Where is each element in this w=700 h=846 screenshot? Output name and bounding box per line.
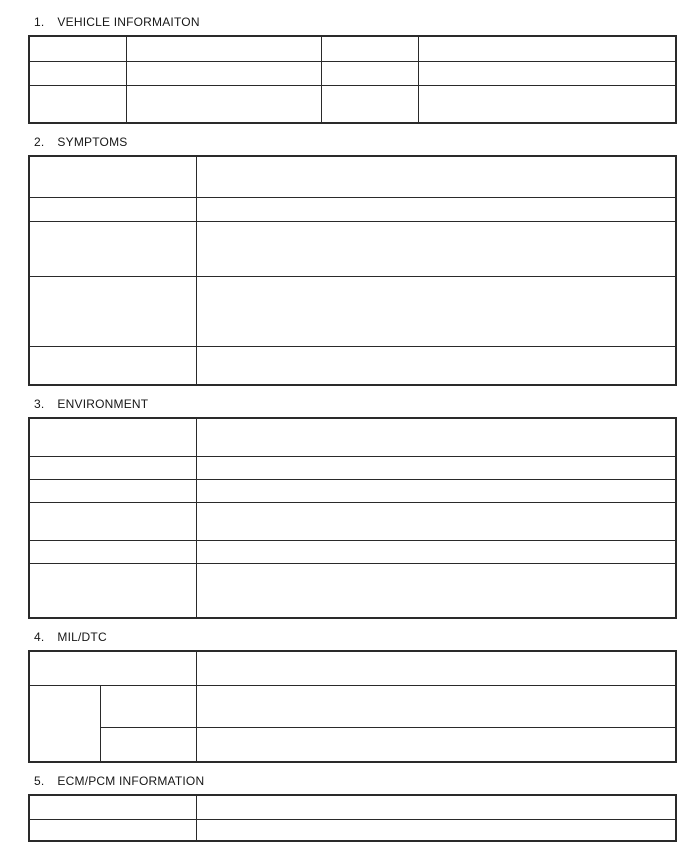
section-title: VEHICLE INFORMAITON: [57, 15, 200, 29]
section-title: ENVIRONMENT: [57, 397, 149, 411]
row-label-cell: [29, 540, 196, 563]
table-row: [29, 540, 676, 563]
row-content-cell: [321, 61, 418, 85]
row-label-cell: [100, 727, 196, 762]
section-header-environment: [28, 397, 700, 411]
mil-dtc-table: [28, 650, 677, 763]
row-label-cell: [29, 221, 196, 276]
row-content-cell: [196, 221, 676, 276]
table-row: [29, 479, 676, 502]
row-label-cell: [29, 685, 100, 762]
section-title: SYMPTOMS: [57, 135, 128, 149]
empty-value-cell[interactable]: [126, 36, 321, 61]
table-row: [29, 502, 676, 540]
row-label-cell: [29, 61, 126, 85]
row-label-cell: [29, 276, 196, 346]
row-content-cell: [196, 685, 676, 727]
vehicle-informaiton-table: [28, 35, 677, 124]
empty-value-cell[interactable]: [126, 61, 321, 85]
section-number: 1.: [34, 15, 45, 29]
row-content-cell: [196, 563, 676, 618]
row-label-cell: [29, 795, 196, 819]
row-label-cell: [29, 502, 196, 540]
section-ecm-pcm-information: [28, 774, 700, 842]
row-content-cell: [196, 346, 676, 385]
environment-table: [28, 417, 677, 619]
section-title: MIL/DTC: [57, 630, 107, 644]
table-row: [29, 276, 676, 346]
section-header-ecm-pcm-information: [28, 774, 700, 788]
table-row: [29, 418, 676, 456]
section-mil-dtc: [28, 630, 700, 763]
table-row: [29, 156, 676, 197]
row-label-cell: [29, 819, 196, 841]
section-number: 4.: [34, 630, 45, 644]
table-row: [29, 197, 676, 221]
symptoms-table: [28, 155, 677, 386]
section-symptoms: [28, 135, 700, 386]
row-content-cell: [418, 36, 676, 61]
row-label-cell: [29, 479, 196, 502]
section-title: ECM/PCM INFORMATION: [57, 774, 205, 788]
row-label-cell: [29, 651, 196, 685]
table-row: [29, 85, 676, 123]
empty-value-cell[interactable]: [196, 795, 676, 819]
table-row: [29, 61, 676, 85]
section-number: 5.: [34, 774, 45, 788]
row-content-cell: [196, 276, 676, 346]
row-label-cell: [29, 156, 196, 197]
table-row: [29, 456, 676, 479]
row-content-cell: [196, 418, 676, 456]
table-row: [29, 685, 676, 727]
section-header-symptoms: [28, 135, 700, 149]
section-environment: [28, 397, 700, 619]
row-content-cell: [196, 156, 676, 197]
row-content-cell: [196, 727, 676, 762]
table-row: [29, 727, 676, 762]
row-content-cell: [100, 685, 196, 727]
table-row: [29, 563, 676, 618]
section-vehicle-informaiton: [28, 15, 700, 124]
row-label-cell: [29, 563, 196, 618]
section-header-vehicle-informaiton: [28, 15, 700, 29]
row-content-cell: [196, 651, 676, 685]
section-header-mil-dtc: [28, 630, 700, 644]
row-content-cell: [418, 61, 676, 85]
ecm-pcm-information-table: [28, 794, 677, 842]
table-row: [29, 651, 676, 685]
row-content-cell: [126, 85, 321, 123]
row-content-cell: [196, 456, 676, 479]
row-label-cell: [29, 418, 196, 456]
row-content-cell: [418, 85, 676, 123]
row-label-cell: [29, 346, 196, 385]
row-label-cell: [29, 197, 196, 221]
table-row: [29, 36, 676, 61]
row-content-cell: [321, 36, 418, 61]
section-number: 3.: [34, 397, 45, 411]
row-content-cell: [321, 85, 418, 123]
row-content-cell: [196, 479, 676, 502]
section-number: 2.: [34, 135, 45, 149]
table-row: [29, 819, 676, 841]
table-row: [29, 221, 676, 276]
table-row: [29, 795, 676, 819]
empty-value-cell[interactable]: [196, 819, 676, 841]
row-label-cell: [29, 456, 196, 479]
row-content-cell: [196, 502, 676, 540]
table-row: [29, 346, 676, 385]
row-label-cell: [29, 36, 126, 61]
row-label-cell: [29, 85, 126, 123]
row-content-cell: [196, 197, 676, 221]
row-content-cell: [196, 540, 676, 563]
